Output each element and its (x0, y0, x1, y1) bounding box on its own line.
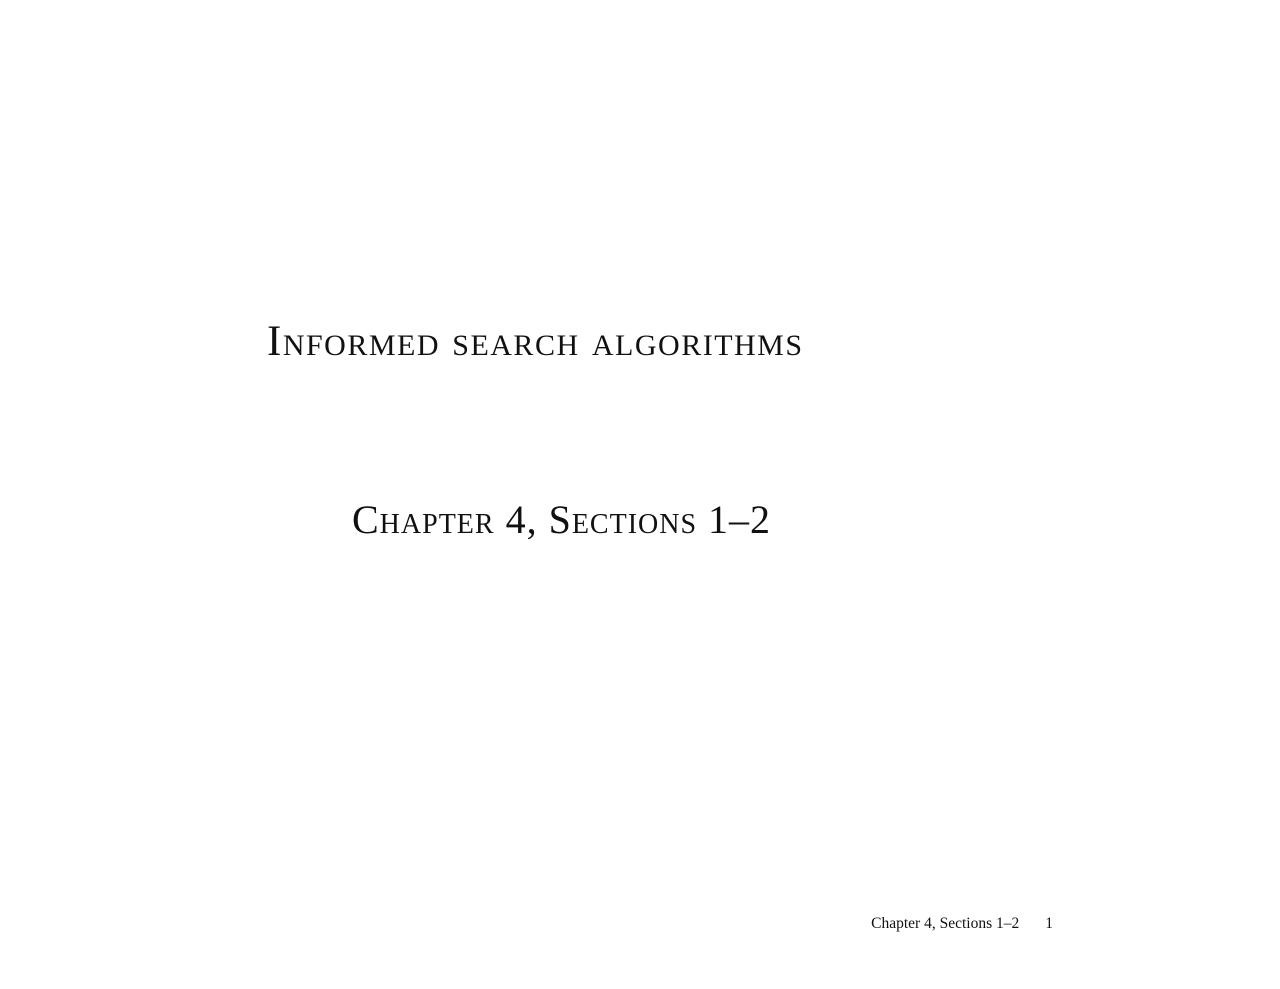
slide-footer (871, 915, 1053, 934)
footer-chapter-label: Chapter 4, Sections 1–2 (871, 915, 1020, 932)
slide-subtitle: Chapter 4, Sections 1–2 (352, 497, 772, 542)
footer-page-number: 1 (1045, 915, 1053, 932)
slide-title: Informed search algorithms (267, 318, 804, 365)
